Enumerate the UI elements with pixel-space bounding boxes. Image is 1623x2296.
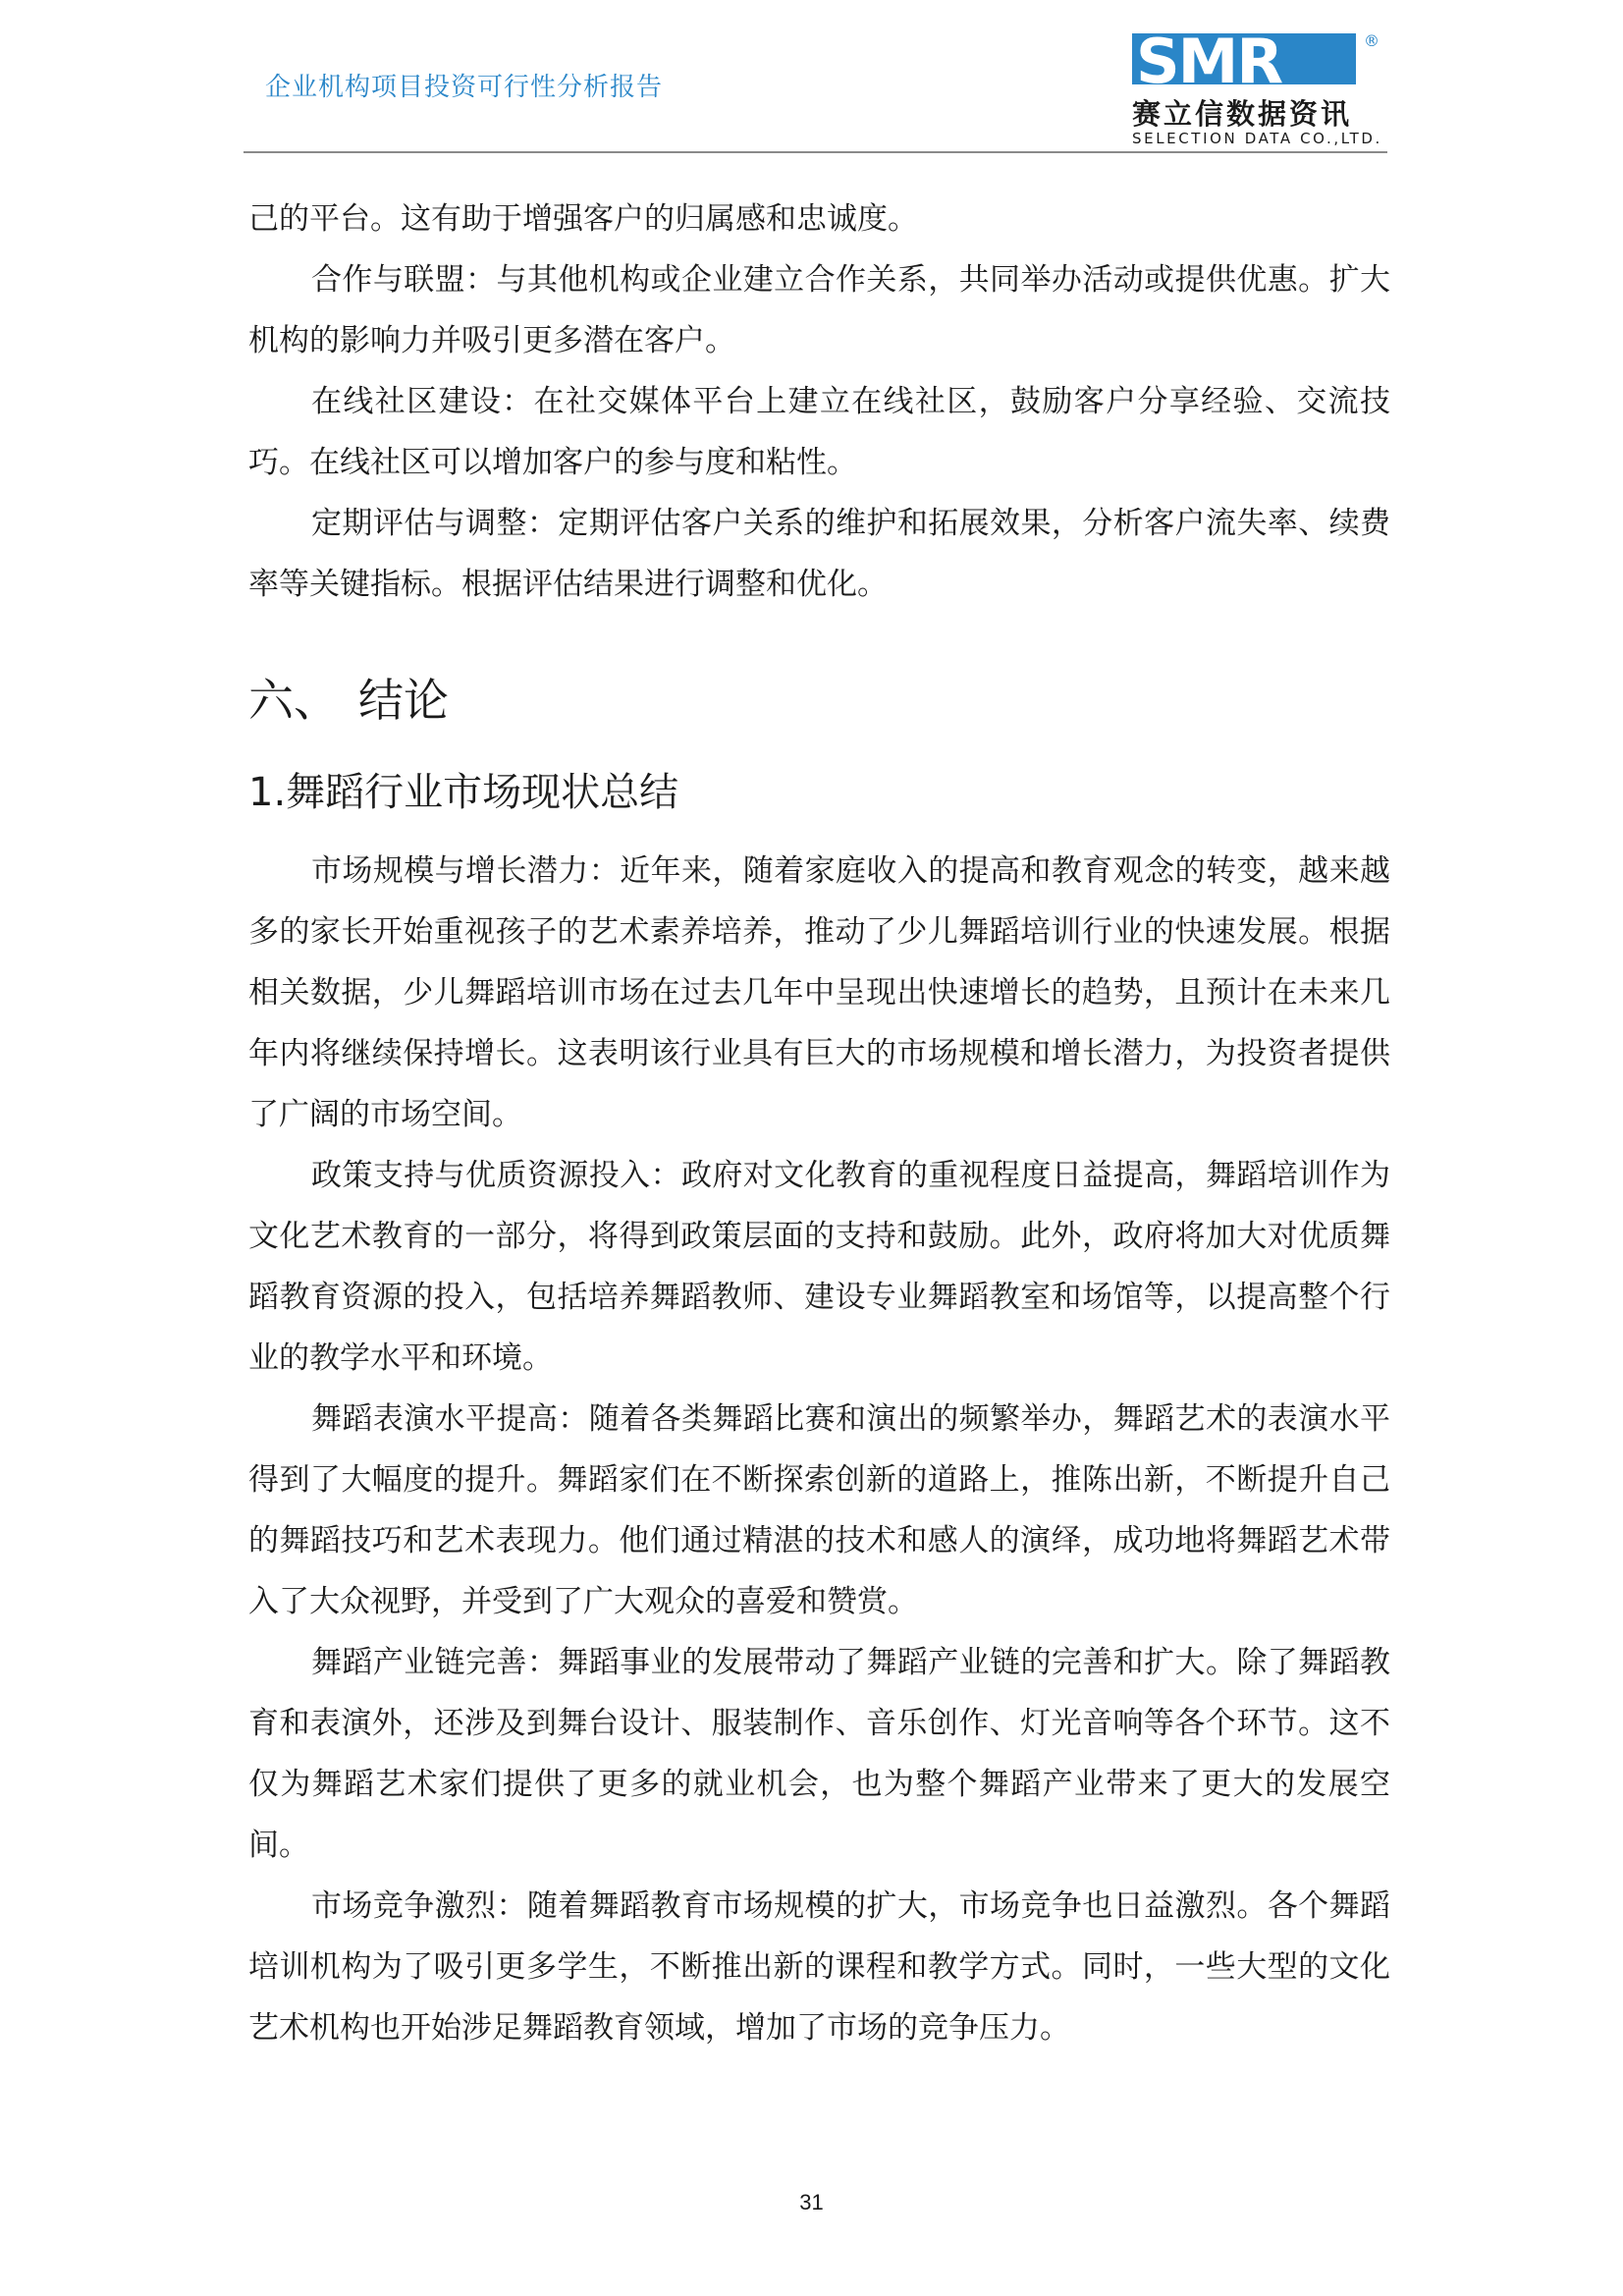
body-paragraph: 市场规模与增长潜力：近年来，随着家庭收入的提高和教育观念的转变，越来越多的家长开始重视孩子的艺术素养培养，推动了少儿舞蹈培训行业的快速发展。根据相关数据，少儿舞蹈培训市场在过去几年中呈现出快速增长的趋势，且预计在未来几年内将继续保持增长。这表明该行业具有巨大的市场规模和增长潜力，为投资者提供了广阔的市场空间。 xyxy=(248,853,1390,1132)
report-title: 企业机构项目投资可行性分析报告 xyxy=(265,73,664,102)
section-title: 结论 xyxy=(358,674,449,727)
body-paragraph: 舞蹈产业链完善：舞蹈事业的发展带动了舞蹈产业链的完善和扩大。除了舞蹈教育和表演外，还涉及到舞台设计、服装制作、音乐创作、灯光音响等各个环节。这不仅为舞蹈艺术家们提供了更多的就业机会，也为整个舞蹈产业带来了更大的发展空间。 xyxy=(248,1645,1390,1863)
company-name-en: SELECTION DATA CO.,LTD. xyxy=(1132,130,1382,147)
subsection-heading: 1.舞蹈行业市场现状总结 xyxy=(248,770,679,815)
logo-letters: SMR xyxy=(1136,27,1282,92)
company-name-cn: 赛立信数据资讯 xyxy=(1132,97,1353,131)
header-divider xyxy=(243,151,1387,153)
page-content xyxy=(248,189,1390,2058)
body-paragraph: 合作与联盟：与其他机构或企业建立合作关系，共同举办活动或提供优惠。扩大机构的影响力并吸引更多潜在客户。 xyxy=(248,262,1390,358)
body-paragraph: 政策支持与优质资源投入：政府对文化教育的重视程度日益提高，舞蹈培训作为文化艺术教育的一部分，将得到政策层面的支持和鼓励。此外，政府将加大对优质舞蹈教育资源的投入，包括培养舞蹈教师、建设专业舞蹈教室和场馆等，以提高整个行业的教学水平和环境。 xyxy=(248,1158,1390,1376)
smr-logo-mark xyxy=(1132,27,1358,92)
body-paragraph: 在线社区建设：在社交媒体平台上建立在线社区，鼓励客户分享经验、交流技巧。在线社区可以增加客户的参与度和粘性。 xyxy=(248,384,1390,480)
section-heading xyxy=(248,666,1390,735)
section-number: 六、 xyxy=(248,674,339,727)
body-paragraph: 己的平台。这有助于增强客户的归属感和忠诚度。 xyxy=(248,201,918,237)
page-number: 31 xyxy=(799,2190,824,2214)
body-paragraph: 舞蹈表演水平提高：随着各类舞蹈比赛和演出的频繁举办，舞蹈艺术的表演水平得到了大幅度的提升。舞蹈家们在不断探索创新的道路上，推陈出新，不断提升自己的舞蹈技巧和艺术表现力。他们通过精湛的技术和感人的演绎，成功地将舞蹈艺术带入了大众视野，并受到了广大观众的喜爱和赞赏。 xyxy=(248,1401,1390,1619)
body-paragraph: 定期评估与调整：定期评估客户关系的维护和拓展效果，分析客户流失率、续费率等关键指标。根据评估结果进行调整和优化。 xyxy=(248,506,1390,602)
body-paragraph: 市场竞争激烈：随着舞蹈教育市场规模的扩大，市场竞争也日益激烈。各个舞蹈培训机构为了吸引更多学生，不断推出新的课程和教学方式。同时，一些大型的文化艺术机构也开始涉足舞蹈教育领域，增加了市场的竞争压力。 xyxy=(248,1888,1390,2046)
registered-mark: ® xyxy=(1364,31,1380,50)
company-logo xyxy=(1132,27,1387,145)
page-header xyxy=(243,27,1387,153)
